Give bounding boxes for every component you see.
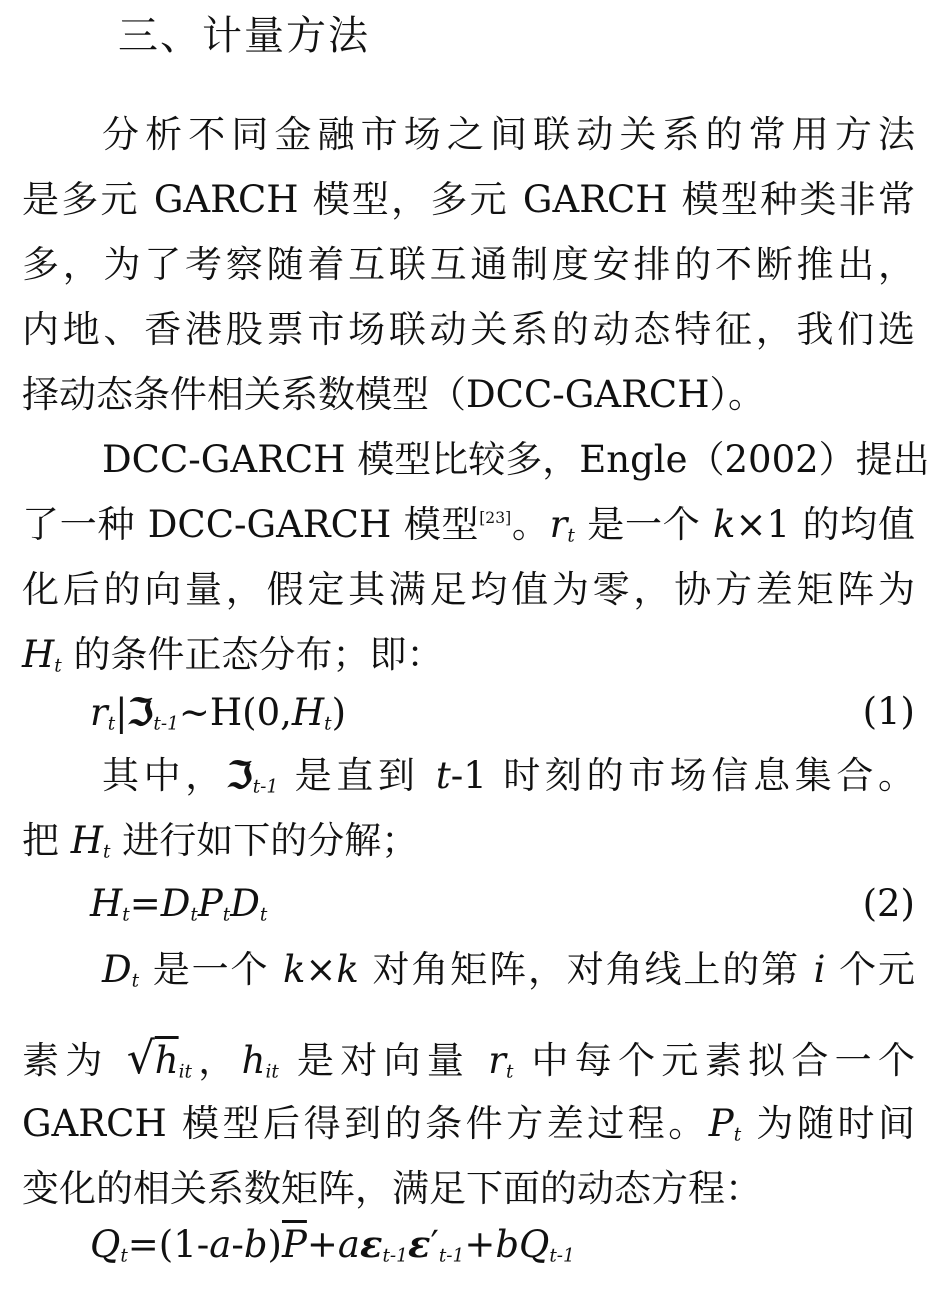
text-span: ×1 的均值	[735, 503, 915, 546]
math-var: r	[488, 1039, 506, 1082]
text-span: 为随时间	[741, 1102, 915, 1145]
math-sub: t-1	[549, 1245, 575, 1267]
math-symbol: ~H(0,	[178, 691, 292, 734]
math-symbol: )	[331, 691, 347, 734]
text-line: 内地、香港股票市场联动关系的动态特征，我们选	[22, 308, 915, 351]
math-var: H	[22, 633, 55, 676]
math-sub: t	[505, 1061, 514, 1083]
text-span: 进行如下的分解；	[110, 819, 419, 862]
text-line: 化后的向量，假定其满足均值为零，协方差矩阵为	[22, 568, 915, 611]
equation-body	[90, 684, 346, 741]
text-line	[22, 622, 915, 687]
text-line	[22, 808, 915, 873]
math-var: i	[813, 948, 826, 991]
math-sub: t	[54, 655, 62, 677]
text-line: 分析不同金融市场之间联动关系的常用方法	[102, 113, 915, 156]
sqrt-symbol: √	[126, 1033, 155, 1084]
text-span: 把	[22, 819, 71, 862]
section-heading: 三、计量方法	[118, 13, 370, 59]
math-symbol: =	[129, 882, 161, 925]
text-span: 的条件正态分布；即：	[61, 633, 444, 676]
math-sub: t	[120, 1245, 128, 1267]
paragraph-dcc-definition	[22, 427, 930, 687]
text-span: 是一个	[139, 948, 283, 991]
math-symbol: ′	[430, 1223, 439, 1266]
equation-body	[90, 876, 267, 932]
text-line	[22, 1091, 915, 1156]
math-symbol: )	[267, 1223, 282, 1266]
text-line	[22, 937, 915, 1002]
text-span: 中每个元素拟合一个	[513, 1039, 915, 1082]
math-var: r	[90, 691, 108, 734]
math-var: k	[713, 503, 736, 546]
math-var: H	[70, 819, 104, 862]
math-sub: t-1	[252, 776, 279, 798]
paragraph-decomposition	[22, 937, 915, 1221]
math-var: Q	[519, 1223, 550, 1266]
math-sub: t	[122, 904, 130, 926]
math-symbol: +	[464, 1223, 496, 1266]
math-sub: t	[733, 1124, 742, 1146]
equation-body	[90, 1216, 575, 1273]
math-var: D	[102, 948, 132, 991]
text-line: 变化的相关系数矩阵，满足下面的动态方程：	[22, 1167, 762, 1210]
math-sub: it	[178, 1061, 192, 1083]
math-var: P	[708, 1102, 734, 1145]
math-sub: t	[567, 525, 575, 547]
math-sub: t	[324, 713, 332, 735]
info-set-symbol: ℑ	[127, 690, 154, 734]
math-symbol: |	[115, 691, 128, 734]
text-span: -1 时刻的市场信息集合。	[450, 754, 915, 797]
info-set-symbol: ℑ	[226, 753, 253, 797]
math-symbol: -	[231, 1223, 244, 1266]
math-symbol: ×	[305, 948, 337, 991]
text-span: 。	[511, 503, 550, 546]
math-symbol: =	[127, 1223, 159, 1266]
text-span: 是一个	[574, 503, 714, 546]
text-span: 是对向量	[278, 1039, 489, 1082]
math-sub: t-1	[153, 713, 179, 735]
math-sub: t	[107, 713, 116, 735]
math-var: H	[90, 882, 123, 925]
paragraph-info-set	[22, 743, 915, 873]
text-span: 其中，	[102, 754, 227, 797]
equation-1	[90, 684, 915, 740]
text-span: 对角矩阵，对角线上的第	[358, 948, 814, 991]
text-line: DCC-GARCH 模型比较多，Engle（2002）提出	[102, 438, 930, 481]
math-var: P	[197, 882, 223, 925]
math-sub: t	[131, 970, 140, 992]
math-var: a	[337, 1223, 360, 1266]
math-var: k	[336, 948, 359, 991]
math-var: h	[241, 1039, 266, 1082]
math-sub: t	[222, 904, 231, 926]
text-span: 是直到	[278, 754, 436, 797]
math-var: a	[209, 1223, 232, 1266]
text-span: 了一种 DCC-GARCH 模型	[22, 503, 480, 546]
text-line	[22, 1026, 915, 1091]
math-var: $\overline{P}$	[281, 1223, 307, 1266]
text-span: 个元	[825, 948, 915, 991]
text-line: 多，为了考察随着互联互通制度安排的不断推出，	[22, 243, 915, 286]
equation-2	[90, 876, 915, 932]
math-var: t	[435, 754, 451, 797]
text-span: 素为	[22, 1039, 127, 1082]
equation-number: (2)	[862, 882, 915, 925]
math-sub: t	[259, 904, 268, 926]
math-var: r	[549, 503, 568, 546]
math-var: k	[282, 948, 306, 991]
math-symbol: (1-	[158, 1223, 210, 1266]
text-line: 择动态条件相关系数模型（DCC-GARCH）。	[22, 373, 765, 416]
equation-number: (1)	[862, 690, 915, 733]
math-sub: t	[190, 904, 198, 926]
text-span: GARCH 模型后得到的条件方差过程。	[22, 1102, 709, 1145]
math-sub: it	[265, 1061, 279, 1083]
math-sub: t-1	[438, 1245, 465, 1267]
math-var: h	[154, 1039, 179, 1082]
math-var: b	[243, 1223, 268, 1266]
citation-ref: [23]	[479, 509, 512, 528]
text-line: 是多元 GARCH 模型，多元 GARCH 模型种类非常	[22, 178, 915, 221]
math-var: D	[230, 882, 260, 925]
text-span: ，	[191, 1039, 242, 1082]
math-var: H	[291, 691, 325, 734]
math-symbol: +	[306, 1223, 338, 1266]
math-var: Q	[90, 1223, 121, 1266]
equation-3	[90, 1216, 915, 1272]
math-sub: t	[103, 841, 111, 863]
math-var: ε	[407, 1222, 431, 1266]
math-var: D	[160, 882, 191, 925]
math-var: b	[495, 1223, 520, 1266]
math-sub: t-1	[382, 1245, 408, 1267]
text-line	[22, 492, 915, 557]
text-line	[22, 743, 915, 808]
paragraph-method-intro	[22, 102, 915, 427]
math-var: ε	[359, 1222, 383, 1266]
